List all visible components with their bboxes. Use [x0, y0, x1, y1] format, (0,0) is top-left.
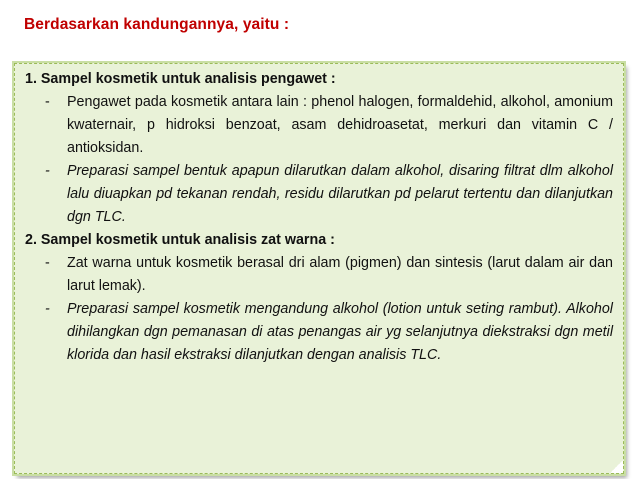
list-item-text: Preparasi sampel kosmetik mengandung alkohol (lotion untuk seting rambut). Alkohol dihilangkan dgn pemanasan di atas penangas air yg selanjutnya diekstraksi dgn metil klorida dan hasil ekstraksi dilanjutkan dengan analisis TLC. [67, 301, 613, 363]
dash-bullet: - [45, 255, 50, 271]
section-heading-colorant: 2. Sampel kosmetik untuk analisis zat warna : [25, 232, 335, 248]
dash-bullet: - [45, 163, 50, 179]
dash-bullet: - [45, 94, 50, 110]
list-item-text: Zat warna untuk kosmetik berasal dri alam (pigmen) dan sintesis (larut dalam air dan larut lemak). [67, 255, 613, 294]
list-item [25, 252, 613, 298]
dash-bullet: - [45, 301, 50, 317]
content-panel [14, 63, 624, 474]
list-item-text: Pengawet pada kosmetik antara lain : phenol halogen, formaldehid, alkohol, amonium kwaternair, p hidroksi benzoat, asam dehidroasetat, merkuri dan vitamin C / antioksidan. [67, 94, 613, 156]
list-item-text: Preparasi sampel bentuk apapun dilarutkan dalam alkohol, disaring filtrat dlm alkohol lalu diuapkan pd tekanan rendah, residu dilarutkan pd pelarut tertentu dan dilanjutkan dgn TLC. [67, 163, 613, 225]
list-item [25, 160, 613, 229]
page-title: Berdasarkan kandungannya, yaitu : [24, 16, 290, 33]
content-body [25, 68, 613, 367]
corner-fold-decoration [611, 459, 623, 473]
list-item [25, 298, 613, 367]
list-item [25, 91, 613, 160]
section-heading-preservative: 1. Sampel kosmetik untuk analisis pengawet : [25, 71, 336, 87]
